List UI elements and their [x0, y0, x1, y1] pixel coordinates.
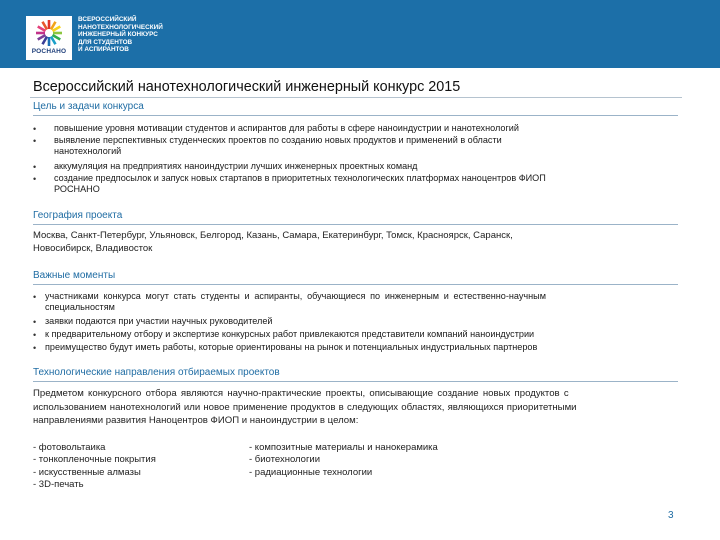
page-number: 3: [668, 510, 674, 521]
bullet-marker: •: [33, 136, 37, 146]
directions-list-item: - 3D-печать: [33, 479, 84, 491]
bullet-marker: •: [33, 292, 37, 302]
goals-item: [54, 161, 679, 172]
rosnano-burst-icon: [34, 18, 64, 48]
directions-list-item: - радиационные технологии: [249, 466, 373, 478]
moments-heading: Важные моменты: [33, 270, 116, 281]
directions-line: направлениями развития Наноцентров ФИОП и наноиндустрии в целом:: [33, 415, 359, 427]
goals-item-line: выявление перспективных студенческих проектов по созданию новых продуктов и применений в области: [54, 135, 502, 145]
moments-item-line: специальностям: [45, 302, 115, 313]
directions-heading: Технологические направления отбираемых проектов: [33, 367, 280, 378]
geography-heading: География проекта: [33, 210, 123, 221]
logo-wordmark: РОСНАНО: [31, 48, 67, 55]
bullet-marker: •: [33, 330, 37, 340]
goals-item-line: нанотехнологий: [54, 146, 122, 157]
geography-line: Новосибирск, Владивосток: [33, 243, 153, 255]
moments-item-line: участниками конкурса могут стать студенты и аспиранты, обучающиеся по инженерным и естественно-научным: [45, 291, 546, 301]
goals-item: [54, 173, 679, 196]
org-name-line: ДЛЯ СТУДЕНТОВ: [78, 38, 133, 46]
directions-list-item: - тонкопленочные покрытия: [33, 454, 156, 466]
moments-item: [45, 291, 670, 314]
moments-item: [45, 342, 670, 353]
goals-item-line: повышение уровня мотивации студентов и аспирантов для работы в сфере наноиндустрии и нанотехнологий: [54, 123, 519, 133]
rosnano-logo: [26, 16, 72, 60]
goals-heading: Цель и задачи конкурса: [33, 101, 144, 112]
moments-item: [45, 316, 670, 327]
bullet-marker: •: [33, 343, 37, 353]
moments-item-line: преимущество будут иметь работы, которые ориентированы на рынок и потенциальных индустриальных партнеров: [45, 342, 538, 352]
goals-item: [54, 123, 679, 134]
directions-right-list: [249, 442, 438, 479]
bullet-marker: •: [33, 124, 37, 134]
goals-item-line: аккумуляция на предприятиях наноиндустрии лучших инженерных проектных команд: [54, 161, 418, 171]
geography-line: Москва, Санкт-Петербург, Ульяновск, Белгород, Казань, Самара, Екатеринбург, Томск, Красноярск, Саранск,: [33, 230, 513, 241]
moments-item-line: к предварительному отбору и экспертизе конкурсных работ привлекаются представители компаний наноиндустрии: [45, 329, 535, 339]
bullet-marker: •: [33, 174, 37, 184]
directions-line: использованием нанотехнологий или новое применение продуктов в следующих областях, являющихся приоритетными: [33, 401, 577, 413]
goals-item-line: РОСНАНО: [54, 184, 100, 195]
moments-item: [45, 329, 670, 340]
org-name-line: НАНОТЕХНОЛОГИЧЕСКИЙ: [78, 23, 163, 31]
directions-left-list: [33, 442, 156, 492]
page-title: Всероссийский нанотехнологический инженерный конкурс 2015: [33, 79, 461, 95]
bullet-marker: •: [33, 317, 37, 327]
title-divider: [30, 97, 682, 98]
bullet-marker: •: [33, 162, 37, 172]
moments-item-line: заявки подаются при участии научных руководителей: [45, 316, 273, 326]
org-name-line: ИНЖЕНЕРНЫЙ КОНКУРС: [78, 31, 158, 39]
org-name: [78, 16, 208, 54]
org-name-line: ВСЕРОССИЙСКИЙ: [78, 16, 137, 23]
moments-divider: [33, 284, 678, 285]
directions-list-item: - фотовольтаика: [33, 442, 106, 453]
directions-divider: [33, 381, 678, 382]
geography-text: [33, 229, 681, 256]
directions-text: [33, 387, 681, 428]
geography-divider: [33, 224, 678, 225]
goals-item: [54, 135, 679, 158]
goals-divider: [33, 115, 678, 116]
goals-item-line: создание предпосылок и запуск новых стартапов в приоритетных технологических платформах наноцентров ФИОП: [54, 173, 546, 183]
directions-list-item: - искусственные алмазы: [33, 466, 141, 478]
directions-list-item: - биотехнологии: [249, 454, 321, 466]
directions-line: Предметом конкурсного отбора являются научно-практические проекты, описывающие создание новых продуктов с: [33, 388, 569, 399]
org-name-line: И АСПИРАНТОВ: [78, 46, 129, 54]
directions-list-item: - композитные материалы и нанокерамика: [249, 442, 438, 453]
